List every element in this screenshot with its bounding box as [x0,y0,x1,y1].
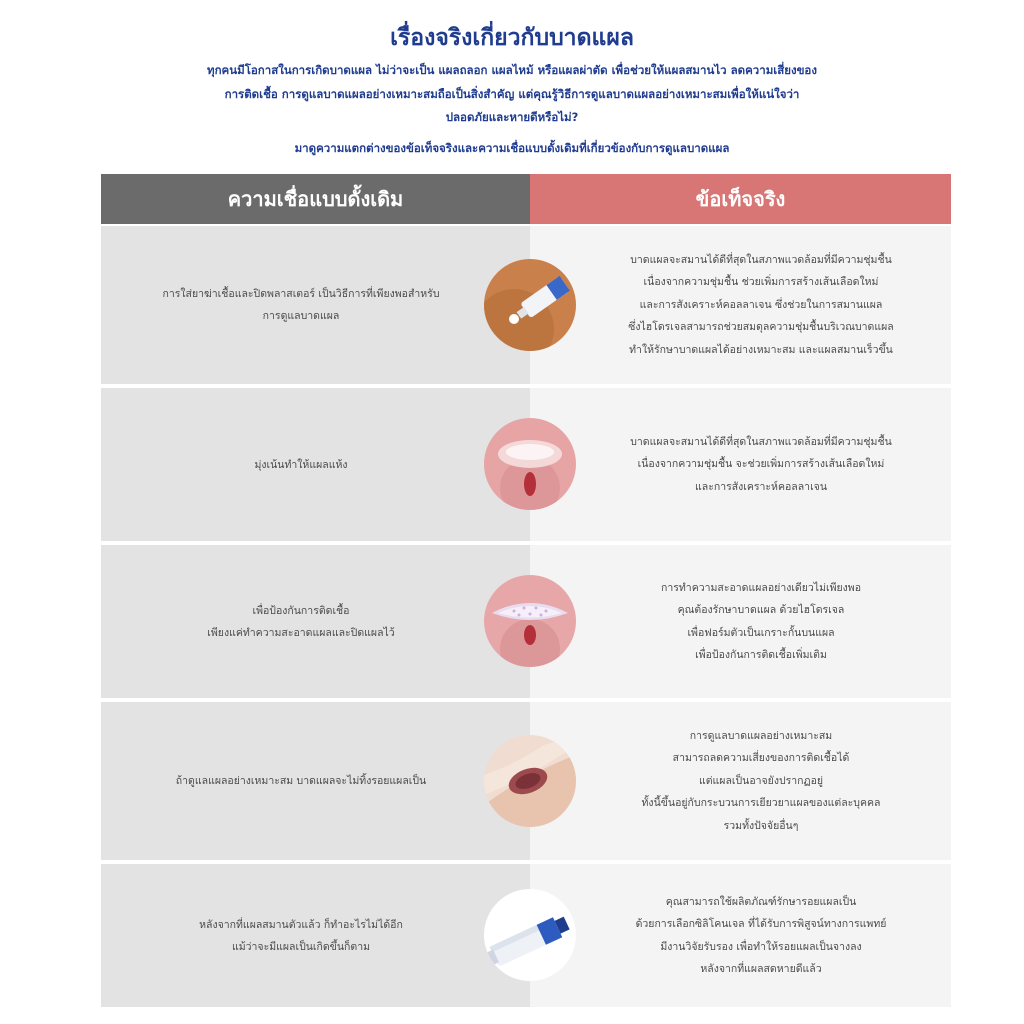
myth-text [151,702,451,860]
fact-text [601,388,921,541]
gel-barrier-wound-icon [484,575,576,667]
myth-text [151,864,451,1007]
fact-text [601,864,921,1007]
page-title: เรื่องจริงเกี่ยวกับบาดแผล [390,25,634,51]
myth-text [151,388,451,541]
text-line: การดูแลบาดแผล [262,310,340,322]
text-line: การใส่ยาฆ่าเชื้อและปิดพลาสเตอร์ เป็นวิธีการที่เพียงพอสำหรับ [162,288,440,300]
intro-line-2: การติดเชื้อ การดูแลบาดแผลอย่างเหมาะสมถือเป็นสิ่งสำคัญ แต่คุณรู้วิธีการดูแลบาดแผลอย่างเหมาะสมเพื่อให้แน่ใจว่า [224,87,800,101]
text-line: สามารถลดความเสี่ยงของการติดเชื้อได้ [672,752,850,765]
text-line: รวมทั้งปัจจัยอื่นๆ [723,819,799,832]
intro-line-3: ปลอดภัยและหายดีหรือไม่? [445,110,579,124]
text-line: และการสังเคราะห์คอลลาเจน [695,480,827,493]
text-line: เนื่องจากความชุ่มชื้น จะช่วยเพิ่มการสร้างเส้นเลือดใหม่ [637,458,885,471]
text-line: ซึ่งไฮโดรเจลสามารถช่วยสมดุลความชุ่มชื้นบริเวณบาดแผล [628,321,894,334]
scar-gel-tube-icon [484,889,576,981]
text-line: เพียงแค่ทำความสะอาดแผลและปิดแผลไว้ [207,626,395,639]
text-line: เพื่อป้องกันการติดเชื้อเพิ่มเติม [695,649,827,661]
myth-text [151,545,451,698]
text-line: ด้วยการเลือกซิลิโคนเจล ที่ได้รับการพิสูจน์ทางการแพทย์ [635,918,887,930]
comparison-row-4 [101,702,951,860]
text-line: เพื่อฟอร์มตัวเป็นเกราะกั้นบนแผล [687,626,835,639]
comparison-row-3 [101,545,951,698]
text-line: บาดแผลจะสมานได้ดีที่สุดในสภาพแวดล้อมที่มีความชุ่มชื้น [630,253,892,266]
scar-on-skin-icon [484,735,576,827]
fact-column-header: ข้อเท็จจริง [530,174,951,224]
text-line: หลังจากที่แผลสมานตัวแล้ว ก็ทำอะไรไม่ได้อีก [199,918,403,931]
text-line: และการสังเคราะห์คอลลาเจน ซึ่งช่วยในการสมานแผล [639,298,883,311]
text-line: ถ้าดูแลแผลอย่างเหมาะสม บาดแผลจะไม่ทิ้งรอยแผลเป็น [175,775,427,787]
lead-text: มาดูความแตกต่างของข้อเท็จจริงและความเชื่อแบบดั้งเดิมที่เกี่ยวข้องกับการดูแลบาดแผล [294,141,730,155]
myth-text [151,226,451,384]
fact-text [601,702,921,860]
text-line: มุ่งเน้นทำให้แผลแห้ง [254,458,348,471]
fact-text [601,226,921,384]
text-line: คุณต้องรักษาบาดแผล ด้วยไฮโดรเจล [677,604,845,616]
intro-line-1: ทุกคนมีโอกาสในการเกิดบาดแผล ไม่ว่าจะเป็น แผลถลอก แผลไหม้ หรือแผลผ่าตัด เพื่อช่วยให้แผลสมานไว ลดความเสี่ยงของ [207,63,817,77]
myth-column-header: ความเชื่อแบบดั้งเดิม [101,174,530,224]
text-line: หลังจากที่แผลสดหายดีแล้ว [700,963,822,975]
text-line: ทั้งนี้ขึ้นอยู่กับกระบวนการเยียวยาแผลของแต่ละบุคคล [641,797,881,810]
text-line: เพื่อป้องกันการติดเชื้อ [252,604,350,617]
comparison-row-2 [101,388,951,541]
text-line: มีงานวิจัยรับรอง เพื่อทำให้รอยแผลเป็นจางลง [660,940,862,953]
hydrogel-on-wound-icon [484,418,576,510]
cream-tube-applying-icon [484,259,576,351]
comparison-row-1 [101,226,951,384]
text-line: การทำความสะอาดแผลอย่างเดียวไม่เพียงพอ [660,581,862,594]
text-line: แต่แผลเป็นอาจยังปรากฏอยู่ [698,774,824,787]
text-line: คุณสามารถใช้ผลิตภัณฑ์รักษารอยแผลเป็น [665,895,857,908]
text-line: บาดแผลจะสมานได้ดีที่สุดในสภาพแวดล้อมที่มีความชุ่มชื้น [630,435,892,448]
text-line: แม้ว่าจะมีแผลเป็นเกิดขึ้นก็ตาม [231,940,371,953]
text-line: ทำให้รักษาบาดแผลได้อย่างเหมาะสม และแผลสมานเร็วขึ้น [629,343,893,356]
comparison-row-5 [101,864,951,1007]
text-line: การดูแลบาดแผลอย่างเหมาะสม [689,729,833,742]
fact-text [601,545,921,698]
text-line: เนื่องจากความชุ่มชื้น ช่วยเพิ่มการสร้างเส้นเลือดใหม่ [643,276,879,289]
